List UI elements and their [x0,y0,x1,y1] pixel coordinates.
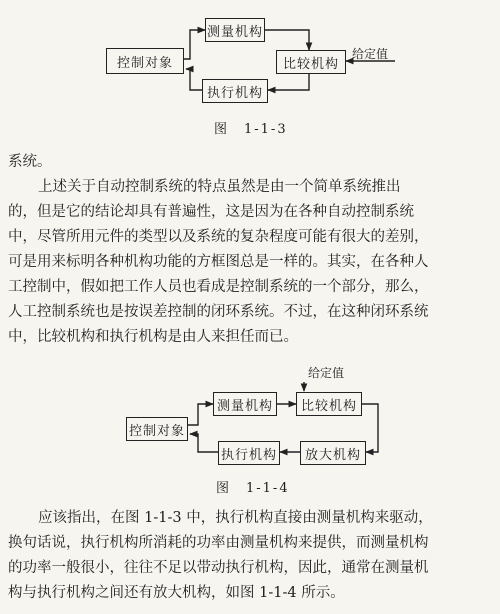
figure-caption: 图 1-1-3 [214,122,288,137]
setpoint-label: 给定值 [308,366,345,380]
text-line: 系统。 [8,154,52,170]
text-line: 中，尽管所用元件的类型以及系统的复杂程度可能有很大的差别， [8,229,429,245]
control-object-label: 控制对象 [128,423,185,439]
amplifier-label: 放大机构 [304,447,361,463]
text-line: 应该指出，在图 1-1-3 中，执行机构直接由测量机构来驱动， [38,510,433,526]
actuator-block [218,441,280,465]
actuator-label: 执行机构 [220,447,277,463]
text-line: 可是用来标明各种机构功能的方框图总是一样的。其实，在各种人 [8,254,429,270]
body-text-2 [8,506,492,606]
comparing-label: 比较机构 [300,398,357,414]
setpoint-label: 给定值 [352,47,389,61]
measuring-label: 测量机构 [216,398,273,414]
figure-caption: 图 1-1-4 [216,481,290,496]
text-line: 人工控制系统也是按误差控制的闭环系统。不过，在这种闭环系统 [8,304,429,320]
text-line: 的，但是它的结论却具有普遍性，这是因为在各种自动控制系统 [8,204,414,220]
figure-1-1-4 [0,366,500,502]
figure-1-1-3 [0,8,500,137]
comparing-block [296,392,362,416]
control-object-block [106,48,184,74]
control-object-block [126,417,188,441]
body-text-1 [8,150,492,350]
text-line: 换句话说，执行机构所消耗的功率由测量机构来提供，而测量机构 [8,535,429,551]
control-object-label: 控制对象 [116,55,173,71]
text-line: 构与执行机构之间还有放大机构，如图 1-1-4 所示。 [8,585,345,601]
actuator-label: 执行机构 [206,85,263,101]
text-line: 的功率一般很小，往往不足以带动执行机构，因此，通常在测量机 [8,560,429,576]
text-line: 工控制中，假如把工作人员也看成是控制系统的一个部分，那么， [8,279,429,295]
comparing-label: 比较机构 [282,56,339,72]
comparing-block [276,50,346,74]
text-line: 上述关于自动控制系统的特点虽然是由一个简单系统推出 [38,179,401,195]
measuring-block [205,18,265,42]
amplifier-block [300,441,366,465]
measuring-label: 测量机构 [206,24,263,40]
actuator-block [202,79,268,103]
measuring-block [213,392,277,416]
text-line: 中，比较机构和执行机构是由人来担任而已。 [8,329,298,345]
